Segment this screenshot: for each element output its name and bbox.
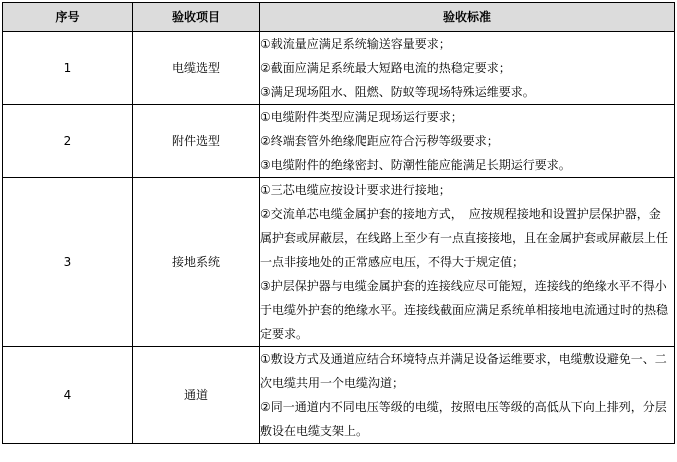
- standard-line: ①敷设方式及通道应结合环境特点并满足设备运维要求，电缆敷设避免一、二: [260, 352, 667, 366]
- standard-line: ③电缆附件的绝缘密封、防潮性能应能满足长期运行要求。: [260, 158, 571, 172]
- standard-line: ②同一通道内不同电压等级的电缆，按照电压等级的高低从下向上排列，分层: [260, 400, 667, 414]
- table-row: [3, 32, 675, 105]
- row-item: 接地系统: [133, 178, 260, 347]
- standard-line: ②交流单芯电缆金属护套的接地方式， 应按规程接地和设置护层保护器，金: [260, 207, 661, 221]
- table-row: [3, 347, 675, 444]
- row-no: 1: [3, 32, 133, 105]
- standard-line: 次电缆共用一个电缆沟道；: [260, 376, 405, 390]
- standard-line: ②截面应满足系统最大短路电流的热稳定要求；: [260, 61, 511, 75]
- standard-line: 属护套或屏蔽层，在线路上至少有一点直接接地，且在金属护套或屏蔽层上任: [260, 231, 669, 245]
- row-item: 通道: [133, 347, 260, 444]
- row-item: 电缆选型: [133, 32, 260, 105]
- acceptance-table: [2, 2, 675, 444]
- header-standard: 验收标准: [260, 3, 675, 32]
- header-item: 验收项目: [133, 3, 260, 32]
- header-row: [3, 3, 675, 32]
- row-item: 附件选型: [133, 105, 260, 178]
- standard-line: ②终端套管外绝缘爬距应符合污秽等级要求；: [260, 134, 499, 148]
- standard-line: 敷设在电缆支架上。: [260, 424, 369, 438]
- standard-line: ③护层保护器与电缆金属护套的连接线应尽可能短，连接线的绝缘水平不得小: [260, 279, 667, 293]
- table-row: [3, 178, 675, 347]
- row-standards: [260, 32, 675, 105]
- header-no: 序号: [3, 3, 133, 32]
- standard-line: ①电缆附件类型应满足现场运行要求；: [260, 110, 463, 124]
- row-standards: [260, 347, 675, 444]
- standard-line: 一点非接地处的正常感应电压，不得大于规定值；: [260, 255, 525, 269]
- row-no: 2: [3, 105, 133, 178]
- standard-line: 于电缆外护套的绝缘水平。连接线截面应满足系统单相接地电流通过时的热稳: [260, 303, 669, 317]
- row-no: 3: [3, 178, 133, 347]
- standard-line: 定要求。: [260, 327, 309, 341]
- standard-line: ③满足现场阻水、阻燃、防蚁等现场特殊运维要求。: [260, 85, 535, 99]
- row-no: 4: [3, 347, 133, 444]
- row-standards: [260, 178, 675, 347]
- row-standards: [260, 105, 675, 178]
- table-row: [3, 105, 675, 178]
- standard-line: ①载流量应满足系统输送容量要求；: [260, 37, 451, 51]
- standard-line: ①三芯电缆应按设计要求进行接地；: [260, 183, 451, 197]
